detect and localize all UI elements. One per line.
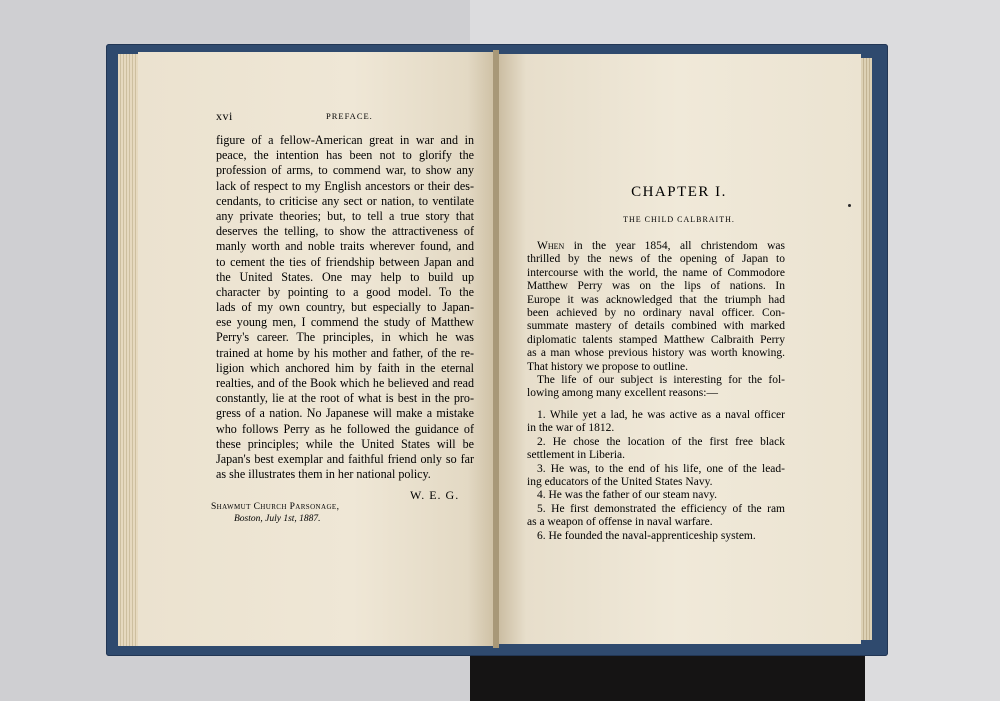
address-line-2: Boston, July 1st, 1887. [234,514,321,524]
address-line-1: Shawmut Church Parsonage, [211,502,340,512]
text-line: in the war of 1812. [527,422,615,435]
list-item [527,503,785,530]
text-line: as a weapon of offense in naval warfare. [527,516,713,529]
list-item [527,409,785,436]
text-line: When in the year 1854, all christendom was [537,240,785,252]
signature: W. E. G. [410,488,460,502]
text-line: lack of respect to my English ancestors or their des- [216,178,474,193]
chapter-paragraph-1 [527,240,785,374]
list-item [527,463,785,490]
text-line: 2. He chose the location of the first free black [537,435,785,448]
text-line: the United States. One may help to build up [216,269,474,284]
text-line: Matthew Perry was on the lips of nations. In [527,280,785,293]
list-item [527,489,785,502]
text-line: intercourse with the world, the name of Commodore [527,266,785,279]
text-line: realties, and of the Book which he believed and read [216,376,474,390]
text-line: profession of arms, to commend war, to show any [216,163,474,178]
text-line: deserves the telling, to show the attractiveness of [216,224,474,239]
text-line: ing educators of the United States Navy. [527,475,713,488]
running-head-title: PREFACE. [326,111,373,121]
text-line: lowing among many excellent reasons:— [527,387,718,400]
text-line: constantly, lie at the root of what is best in the pro- [216,391,474,406]
list-item [527,436,785,463]
text-line: Japan's best exemplar and faithful friend only so far [216,451,474,466]
text-line: these principles; while the United States will be [216,436,474,451]
text-line: ligion which anchored him by faith in the eternal [216,360,474,375]
text-line: That history we propose to outline. [527,360,688,373]
text-line: 5. He first demonstrated the efficiency of the ram [537,502,785,515]
text-line: ese young men, I commend the study of Matthew [216,315,474,330]
ink-speck [848,204,851,207]
text-line: 1. While yet a lad, he was active as a naval officer [537,409,785,421]
text-line: figure of a fellow-American great in war and in [216,133,474,147]
text-line: trained at home by his mother and father, of the re- [216,345,474,360]
text-line: 6. He founded the naval-apprenticeship system. [537,529,756,542]
text-line: lads of my own country, but especially to Japan- [216,300,474,315]
text-line: peace, the intention has been not to glorify the [216,148,474,163]
text-line: 4. He was the father of our steam navy. [537,489,717,502]
text-line: been achieved by no ordinary naval officer. Con- [527,306,785,319]
page-number: xvi [216,109,233,123]
book-gutter [493,50,499,648]
chapter-subtitle: THE CHILD CALBRAITH. [623,215,735,224]
text-line: Europe it was acknowledged that the triumph had [527,293,785,306]
reasons-list [527,409,785,543]
text-line: The life of our subject is interesting for the fol- [537,374,785,386]
text-line: 3. He was, to the end of his life, one of the lead- [537,462,785,475]
text-line: settlement in Liberia. [527,449,626,462]
list-item [527,530,785,543]
text-line: manly worth and noble traits wherever found, and [216,239,474,254]
text-line: cendants, to criticise any sect or nation, to ventilate [216,193,474,208]
text-line: who follows Perry as he followed the guidance of [216,421,474,436]
chapter-title: CHAPTER I. [631,184,727,200]
chapter-paragraph-2 [527,374,785,401]
text-line: as she illustrates them in her national policy. [216,467,431,482]
text-line: summate mastery of details combined with marked [527,320,785,333]
text-line: gress of a nation. No Japanese will make a mistake [216,406,474,421]
text-line: any private theories; but, to tell a true story that [216,208,474,223]
text-line: thrilled by the news of the opening of Japan to [527,253,785,266]
text-line: diplomatic talents stamped Matthew Calbraith Perry [527,333,785,346]
text-line: as a man whose previous history was worth knowing. [527,347,785,360]
text-line: to cement the ties of friendship between Japan and [216,254,474,269]
text-line: character by pointing to a good model. To the [216,284,474,299]
running-head [216,109,476,123]
preface-text [216,133,474,482]
text-line: Perry's career. The principles, in which he was [216,330,474,345]
